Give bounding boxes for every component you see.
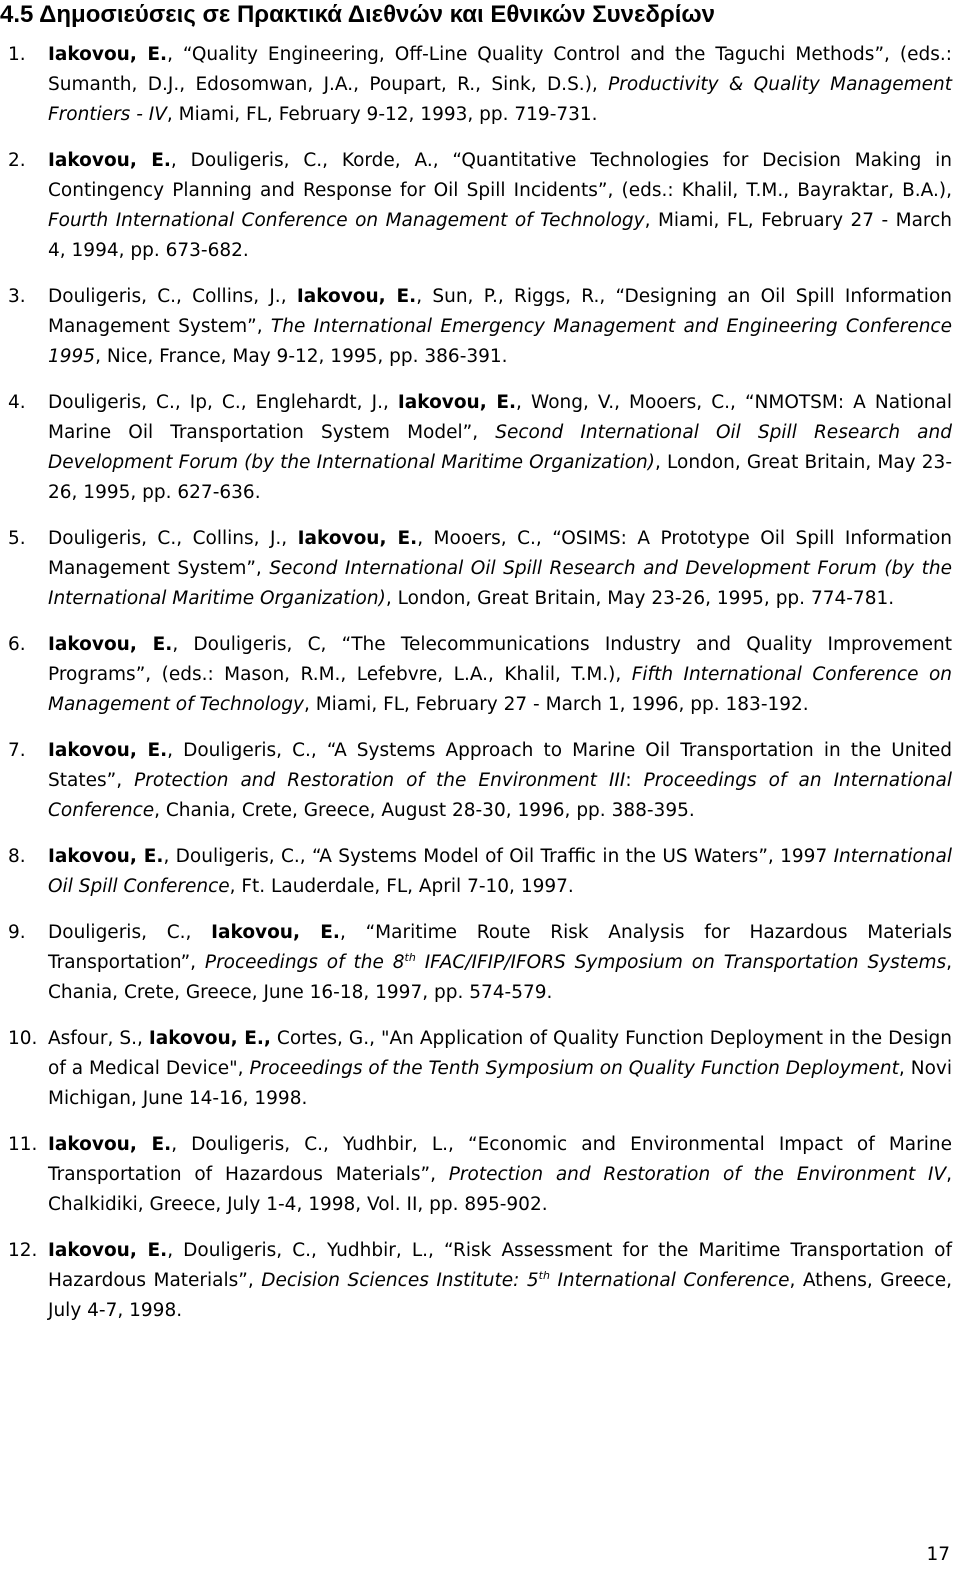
reference-segment: Douligeris, C., Collins, J., bbox=[48, 286, 297, 307]
reference-segment: , Athens, Greece, July 4-7, 1998. bbox=[48, 1270, 952, 1321]
reference-segment: , Douligeris, C., “A Systems Approach to Marine Oil Transportation in the United States”, bbox=[48, 740, 952, 791]
section-heading: 4.5 Δημοσιεύσεις σε Πρακτικά Διεθνών και Εθνικών Συνεδρίων bbox=[0, 1, 716, 28]
author-highlight: Iakovou, E. bbox=[48, 150, 171, 171]
reference-text bbox=[48, 736, 952, 826]
reference-segment: , Novi Michigan, June 14-16, 1998. bbox=[48, 1058, 952, 1109]
venue-title: Proceedings of the Tenth Symposium on Quality Function Deployment bbox=[249, 1058, 899, 1079]
reference-entry bbox=[0, 630, 952, 720]
reference-number: 3. bbox=[8, 286, 26, 307]
reference-segment: Asfour, S., bbox=[48, 1028, 149, 1049]
reference-segment: , Douligeris, C., Yudhbir, L., “Economic and Environmental Impact of Marine Transportation of Hazardous Materials”, bbox=[48, 1134, 952, 1185]
venue-title: Second International Oil Spill Research and Development Forum (by the International Maritime Organization) bbox=[48, 422, 952, 473]
venue-title: Protection and Restoration of the Environment IV bbox=[448, 1164, 947, 1185]
reference-text bbox=[48, 630, 952, 720]
reference-segment: , Chania, Crete, Greece, June 16-18, 1997, pp. 574-579. bbox=[48, 952, 952, 1003]
ordinal-superscript: th bbox=[538, 1268, 550, 1282]
venue-title: International Conference bbox=[549, 1270, 790, 1291]
author-highlight: Iakovou, E. bbox=[48, 634, 173, 655]
reference-number: 6. bbox=[8, 634, 26, 655]
reference-segment: , Mooers, C., “OSIMS: A Prototype Oil Spill Information Management System”, bbox=[48, 528, 952, 579]
reference-entry bbox=[0, 918, 952, 1008]
reference-number: 11. bbox=[8, 1134, 38, 1155]
author-highlight: Iakovou, E. bbox=[48, 1134, 172, 1155]
reference-text bbox=[48, 282, 952, 372]
author-highlight: Iakovou, E. bbox=[296, 286, 417, 307]
reference-entry bbox=[0, 282, 952, 372]
author-highlight: Iakovou, E. bbox=[297, 528, 418, 549]
reference-entry bbox=[0, 1024, 952, 1114]
reference-number: 10. bbox=[8, 1028, 38, 1049]
reference-segment: , “Maritime Route Risk Analysis for Hazardous Materials Transportation”, bbox=[48, 922, 952, 973]
venue-title: Proceedings of an International Conference bbox=[48, 770, 952, 821]
reference-entry bbox=[0, 736, 952, 826]
reference-segment: Cortes, G., "An Application of Quality Function Deployment in the Design of a Medical Device", bbox=[48, 1028, 953, 1079]
reference-segment: , Ft. Lauderdale, FL, April 7-10, 1997. bbox=[229, 876, 574, 897]
reference-segment: , Sun, P., Riggs, R., “Designing an Oil Spill Information Management System”, bbox=[48, 286, 952, 337]
ordinal-superscript: th bbox=[404, 950, 416, 964]
reference-text bbox=[48, 1236, 952, 1326]
author-highlight: Iakovou, E. bbox=[48, 740, 168, 761]
reference-text bbox=[48, 388, 952, 508]
reference-number: 1. bbox=[8, 44, 26, 65]
reference-segment: : bbox=[625, 770, 644, 791]
venue-title: Proceedings of the 8 bbox=[204, 952, 405, 973]
reference-text bbox=[48, 524, 952, 614]
venue-title: Protection and Restoration of the Environment III bbox=[134, 770, 626, 791]
reference-segment: , Miami, FL, February 27 - March 1, 1996, pp. 183-192. bbox=[303, 694, 809, 715]
reference-text bbox=[48, 40, 952, 130]
reference-text bbox=[48, 146, 952, 266]
reference-text bbox=[48, 1130, 952, 1220]
reference-segment: , Miami, FL, February 27 - March 4, 1994, pp. 673-682. bbox=[48, 210, 952, 261]
venue-title: Decision Sciences Institute: 5 bbox=[261, 1270, 539, 1291]
reference-entry bbox=[0, 842, 952, 902]
reference-segment: , Douligeris, C, “The Telecommunications Industry and Quality Improvement Programs”, (eds.: Mason, R.M., Lefebvre, L.A., Khalil, T.M.), bbox=[48, 634, 952, 685]
author-highlight: Iakovou, E. bbox=[397, 392, 517, 413]
reference-entry bbox=[0, 1236, 952, 1326]
reference-segment: , Miami, FL, February 9-12, 1993, pp. 719-731. bbox=[166, 104, 598, 125]
reference-entry bbox=[0, 524, 952, 614]
reference-number: 12. bbox=[8, 1240, 38, 1261]
reference-segment: Douligeris, C., Ip, C., Englehardt, J., bbox=[48, 392, 398, 413]
reference-segment: , Douligeris, C., “A Systems Model of Oil Traffic in the US Waters”, 1997 bbox=[163, 846, 834, 867]
reference-segment: , Douligeris, C., Yudhbir, L., “Risk Assessment for the Maritime Transportation of Hazardous Materials”, bbox=[48, 1240, 952, 1291]
venue-title: Productivity & Quality Management Frontiers - IV bbox=[48, 74, 952, 125]
reference-number: 8. bbox=[8, 846, 26, 867]
reference-text bbox=[48, 1024, 952, 1114]
reference-segment: , Douligeris, C., Korde, A., “Quantitative Technologies for Decision Making in Contingency Planning and Response for Oil Spill Incidents”, (eds.: Khalil, T.M., Bayraktar, B.A.), bbox=[48, 150, 952, 201]
reference-text bbox=[48, 918, 952, 1008]
venue-title: Second International Oil Spill Research and Development Forum (by the International Maritime Organization) bbox=[48, 558, 952, 609]
reference-segment: , Chalkidiki, Greece, July 1-4, 1998, Vol. II, pp. 895-902. bbox=[48, 1164, 952, 1215]
reference-number: 5. bbox=[8, 528, 26, 549]
venue-title: IFAC/IFIP/IFORS Symposium on Transportation Systems bbox=[415, 952, 947, 973]
reference-list bbox=[0, 40, 952, 1342]
reference-number: 4. bbox=[8, 392, 26, 413]
venue-title: International Oil Spill Conference bbox=[48, 846, 952, 897]
reference-segment: Douligeris, C., bbox=[48, 922, 212, 943]
author-highlight: Iakovou, E. bbox=[48, 44, 168, 65]
reference-segment: , London, Great Britain, May 23-26, 1995, pp. 627-636. bbox=[48, 452, 952, 503]
venue-title: The International Emergency Management and Engineering Conference 1995 bbox=[48, 316, 952, 367]
reference-segment: , “Quality Engineering, Off-Line Quality Control and the Taguchi Methods”, (eds.: Sumanth, D.J., Edosomwan, J.A., Poupart, R., Sink, D.S.), bbox=[48, 44, 952, 95]
reference-segment: , Chania, Crete, Greece, August 28-30, 1996, pp. 388-395. bbox=[154, 800, 695, 821]
venue-title: Fifth International Conference on Management of Technology bbox=[48, 664, 952, 715]
reference-segment: , Wong, V., Mooers, C., “NMOTSM: A National Marine Oil Transportation System Model”, bbox=[48, 392, 952, 443]
reference-entry bbox=[0, 1130, 952, 1220]
reference-entry bbox=[0, 388, 952, 508]
page-number: 17 bbox=[926, 1544, 950, 1565]
reference-number: 7. bbox=[8, 740, 26, 761]
reference-text bbox=[48, 842, 952, 902]
venue-title: Fourth International Conference on Management of Technology bbox=[48, 210, 645, 231]
reference-number: 2. bbox=[8, 150, 26, 171]
author-highlight: Iakovou, E., bbox=[148, 1028, 271, 1049]
reference-segment: Douligeris, C., Collins, J., bbox=[48, 528, 298, 549]
reference-segment: , Nice, France, May 9-12, 1995, pp. 386-391. bbox=[95, 346, 508, 367]
author-highlight: Iakovou, E. bbox=[48, 846, 164, 867]
reference-segment: , London, Great Britain, May 23-26, 1995, pp. 774-781. bbox=[385, 588, 895, 609]
author-highlight: Iakovou, E. bbox=[48, 1240, 168, 1261]
reference-number: 9. bbox=[8, 922, 26, 943]
author-highlight: Iakovou, E. bbox=[211, 922, 340, 943]
reference-entry bbox=[0, 146, 952, 266]
reference-entry bbox=[0, 40, 952, 130]
